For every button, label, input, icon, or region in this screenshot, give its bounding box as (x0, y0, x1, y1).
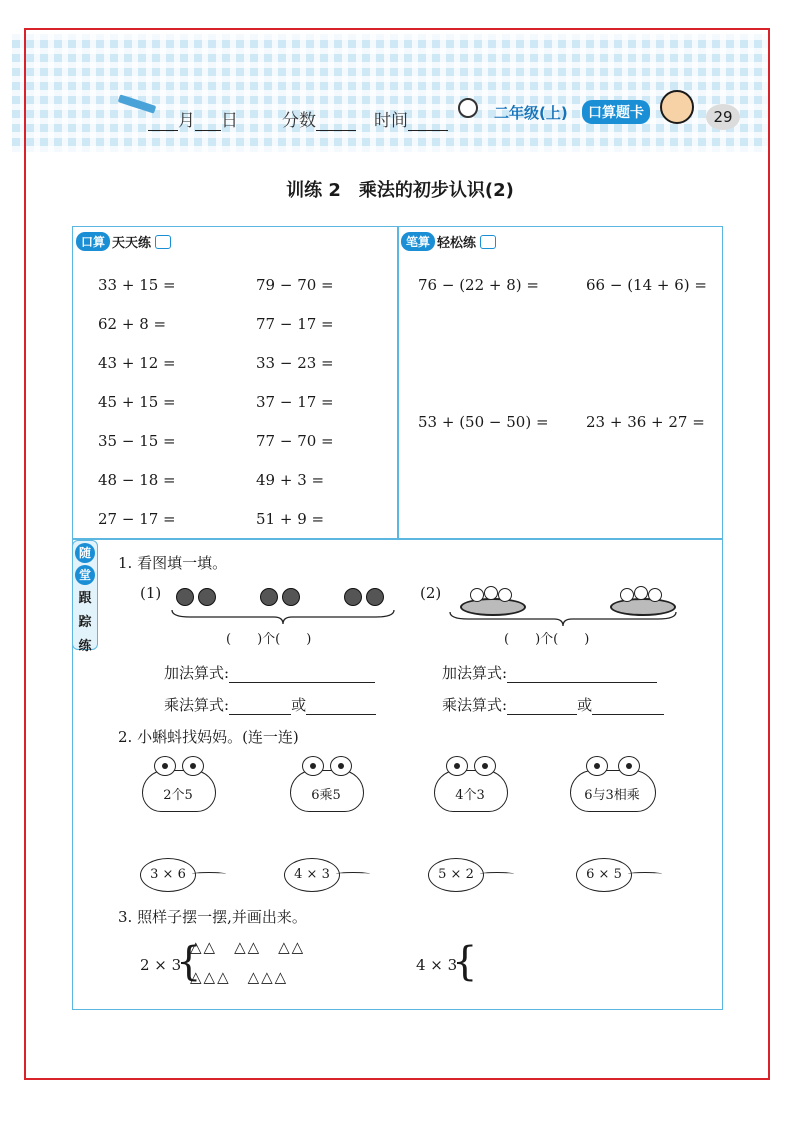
tag-char: 练 (78, 639, 92, 654)
date-line (148, 106, 238, 131)
or-label: 或 (291, 696, 307, 714)
mul-label: 乘法算式: (442, 696, 508, 714)
q1-caption2: ( )个( ) (504, 632, 590, 647)
written-section-tag (401, 232, 496, 251)
apple-icon (366, 588, 384, 606)
drawing-area[interactable] (470, 936, 710, 992)
q1-add-row-1 (164, 662, 375, 683)
curly-brace (170, 608, 396, 626)
triangle-row: △△△ △△△ (190, 968, 289, 986)
tadpole-label: 3 × 6 (140, 858, 196, 892)
tag-char: 跟 (78, 591, 92, 606)
q1-label: 1. 看图填一填。 (118, 554, 228, 572)
child-mascot-icon (660, 90, 694, 124)
oral-item: 51 + 9 = (256, 510, 325, 528)
written-item: 23 + 36 + 27 = (586, 413, 705, 431)
oral-item: 33 + 15 = (98, 276, 176, 294)
frog-card[interactable] (290, 756, 362, 812)
q3-label: 3. 照样子摆一摆,并画出来。 (118, 908, 307, 926)
q1-mul-row-1 (164, 694, 376, 715)
answer-line[interactable] (507, 668, 657, 683)
add-label: 加法算式: (442, 664, 508, 682)
oral-item: 45 + 15 = (98, 393, 176, 411)
peach-icon (484, 586, 498, 600)
oral-item: 35 − 15 = (98, 432, 176, 450)
oral-item: 43 + 12 = (98, 354, 176, 372)
frog-label: 2个5 (163, 788, 193, 803)
book-icon (155, 235, 171, 249)
oral-item: 77 − 70 = (256, 432, 334, 450)
written-item: 76 − (22 + 8) = (418, 276, 539, 294)
day-label: 日 (221, 111, 238, 131)
oral-item: 77 − 17 = (256, 315, 334, 333)
written-practice-box (397, 226, 723, 540)
tadpole-label: 4 × 3 (284, 858, 340, 892)
tadpole-label: 6 × 5 (576, 858, 632, 892)
page-number: 29 (706, 104, 740, 130)
page-title: 训练 2 乘法的初步认识(2) (286, 180, 514, 201)
peach-icon (634, 586, 648, 600)
q1-add-row-2 (442, 662, 657, 683)
q1-part2-label: (2) (420, 584, 442, 602)
answer-line[interactable] (229, 668, 375, 683)
mul-label: 乘法算式: (164, 696, 230, 714)
written-tag-suffix: 轻松练 (437, 236, 477, 251)
oral-item: 48 − 18 = (98, 471, 176, 489)
curly-brace (448, 610, 678, 628)
answer-line[interactable] (592, 700, 664, 715)
answer-line[interactable] (229, 700, 291, 715)
score-label: 分数 (282, 111, 316, 131)
book-icon (480, 235, 496, 249)
frog-label: 4个3 (455, 788, 485, 803)
answer-line[interactable] (507, 700, 577, 715)
tag-char: 随 (75, 543, 95, 563)
q1-mul-row-2 (442, 694, 664, 715)
frog-card[interactable] (142, 756, 214, 812)
month-label: 月 (178, 111, 195, 131)
peach-icon (470, 588, 484, 602)
apple-icon (198, 588, 216, 606)
apple-icon (344, 588, 362, 606)
score-line (282, 106, 356, 131)
oral-tag-badge: 口算 (76, 232, 110, 251)
q1-caption1: ( )个( ) (226, 632, 312, 647)
tag-char: 堂 (75, 565, 95, 585)
triangle-row: △△ △△ △△ (190, 938, 306, 956)
peach-icon (648, 588, 662, 602)
brand-label: 口算题卡 (582, 100, 650, 124)
frog-label: 6与3相乘 (584, 788, 640, 803)
written-tag-badge: 笔算 (401, 232, 435, 251)
apple-icon (176, 588, 194, 606)
written-item: 66 − (14 + 6) = (586, 276, 707, 294)
grade-label: 二年级(上) (494, 104, 568, 122)
oral-item: 49 + 3 = (256, 471, 325, 489)
q3-example-expression: 2 × 3 (140, 956, 182, 974)
q1-part1-label: (1) (140, 584, 162, 602)
clock-icon (458, 98, 478, 118)
answer-line[interactable] (306, 700, 376, 715)
apple-icon (260, 588, 278, 606)
time-label: 时间 (374, 111, 408, 131)
curly-brace: { (452, 939, 478, 985)
oral-tag-suffix: 天天练 (112, 236, 152, 251)
oral-item: 62 + 8 = (98, 315, 167, 333)
oral-item: 79 − 70 = (256, 276, 334, 294)
time-line (374, 106, 448, 131)
oral-item: 27 − 17 = (98, 510, 176, 528)
or-label: 或 (577, 696, 593, 714)
frog-card[interactable] (570, 756, 654, 812)
oral-section-tag (76, 232, 171, 251)
add-label: 加法算式: (164, 664, 230, 682)
curly-brace: { (176, 939, 202, 985)
classroom-section-tag (72, 540, 98, 654)
peach-icon (498, 588, 512, 602)
peach-icon (620, 588, 634, 602)
tag-char: 踪 (78, 615, 92, 630)
q3-task-expression: 4 × 3 (416, 956, 458, 974)
apple-icon (282, 588, 300, 606)
written-item: 53 + (50 − 50) = (418, 413, 549, 431)
tadpole-label: 5 × 2 (428, 858, 484, 892)
oral-practice-box (72, 226, 399, 540)
oral-item: 37 − 17 = (256, 393, 334, 411)
oral-item: 33 − 23 = (256, 354, 334, 372)
frog-label: 6乘5 (311, 788, 341, 803)
frog-card[interactable] (434, 756, 506, 812)
q2-label: 2. 小蝌蚪找妈妈。(连一连) (118, 728, 299, 746)
